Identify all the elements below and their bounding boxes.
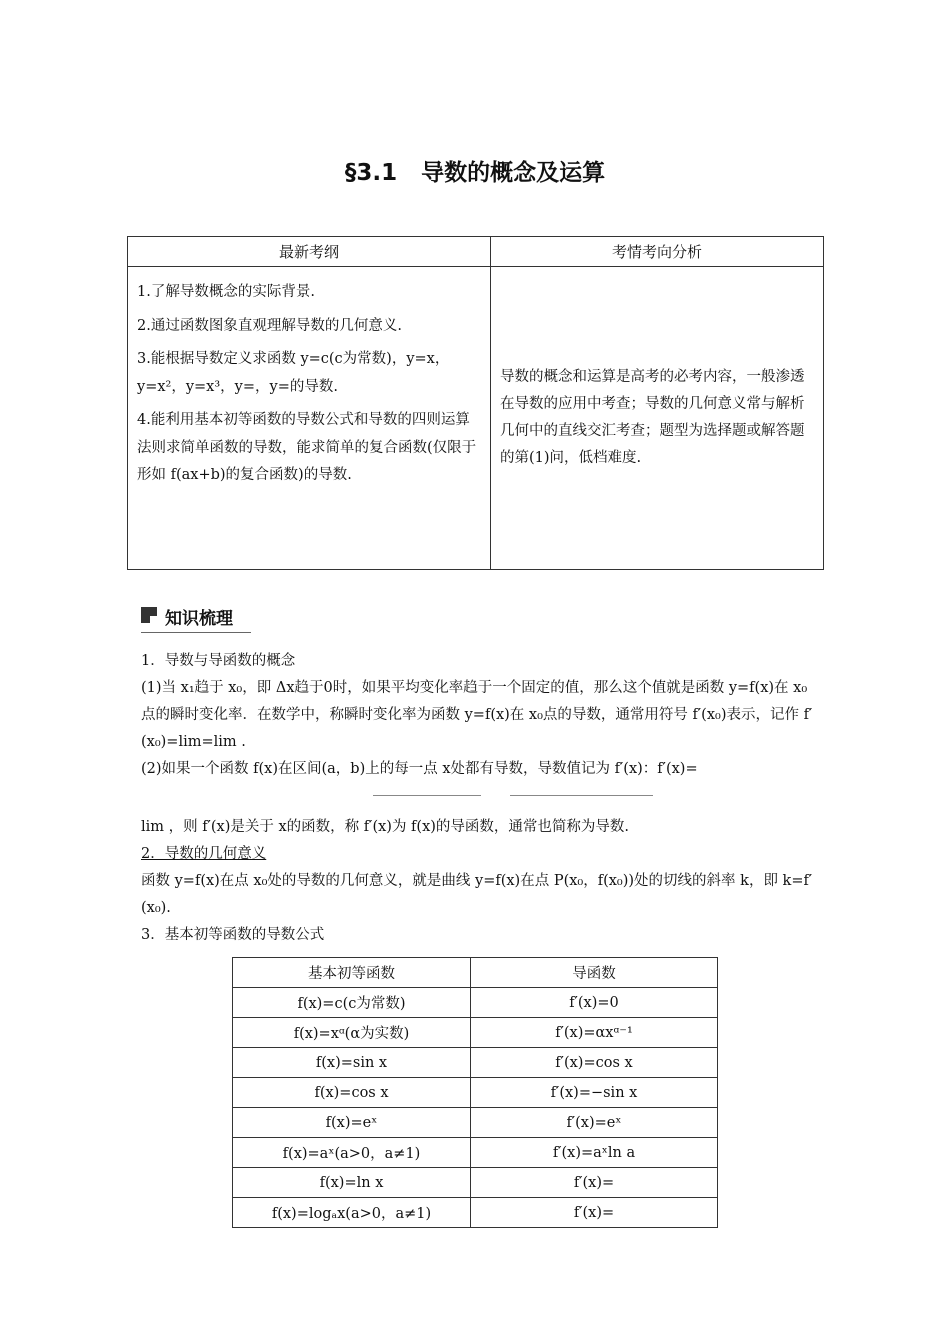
fraction-line bbox=[373, 795, 481, 796]
outline-table bbox=[127, 236, 824, 570]
function-cell: f(x)=aˣ(a>0，a≠1) bbox=[233, 1138, 471, 1168]
knowledge-section-cont bbox=[141, 814, 821, 949]
table-row bbox=[233, 1048, 718, 1078]
derivative-cell: f′(x)= bbox=[471, 1198, 718, 1228]
formula-header-left: 基本初等函数 bbox=[233, 958, 471, 988]
function-cell: f(x)=logₐx(a>0，a≠1) bbox=[233, 1198, 471, 1228]
heading-square-icon bbox=[141, 607, 157, 623]
section1-paragraph2: (2)如果一个函数 f(x)在区间(a，b)上的每一点 x处都有导数，导数值记为 f′(x)：f′(x)= bbox=[141, 761, 698, 777]
function-cell: f(x)=eˣ bbox=[233, 1108, 471, 1138]
table-row bbox=[233, 1198, 718, 1228]
section1-title: 1．导数与导函数的概念 bbox=[141, 653, 296, 669]
section1-paragraph1: (1)当 x₁趋于 x₀，即 Δx趋于0时，如果平均变化率趋于一个固定的值，那么这个值就是函数 y=f(x)在 x₀点的瞬时变化率．在数学中，称瞬时变化率为函数 y=f(x)在 x₀点的导数，通常用符号 f′(x₀)表示，记作 f′(x₀)=lim=lim . bbox=[141, 680, 813, 750]
section1-paragraph3: lim ，则 f′(x)是关于 x的函数，称 f′(x)为 f(x)的导函数，通常也简称为导数. bbox=[141, 819, 630, 835]
formula-header-right: 导函数 bbox=[471, 958, 718, 988]
table-row bbox=[233, 988, 718, 1018]
outline-item: 4.能利用基本初等函数的导数公式和导数的四则运算法则求简单函数的导数，能求简单的复合函数(仅限于形如 f(ax+b)的复合函数)的导数. bbox=[137, 412, 477, 484]
function-cell: f(x)=sin x bbox=[233, 1048, 471, 1078]
section2-title: 2．导数的几何意义 bbox=[141, 846, 267, 862]
derivative-cell: f′(x)= bbox=[471, 1168, 718, 1198]
page-title bbox=[0, 154, 950, 187]
title-text: 导数的概念及运算 bbox=[421, 160, 606, 186]
table-row bbox=[233, 1078, 718, 1108]
outline-header-right: 考情考向分析 bbox=[491, 237, 824, 267]
table-row bbox=[233, 1138, 718, 1168]
section3-title: 3．基本初等函数的导数公式 bbox=[141, 927, 325, 943]
table-row bbox=[233, 1168, 718, 1198]
section-heading bbox=[141, 602, 251, 633]
section2-paragraph: 函数 y=f(x)在点 x₀处的导数的几何意义，就是曲线 y=f(x)在点 P(x₀，f(x₀))处的切线的斜率 k，即 k=f′(x₀). bbox=[141, 873, 813, 916]
derivative-cell: f′(x)=−sin x bbox=[471, 1078, 718, 1108]
table-row bbox=[233, 1018, 718, 1048]
derivative-cell: f′(x)=0 bbox=[471, 988, 718, 1018]
function-cell: f(x)=cos x bbox=[233, 1078, 471, 1108]
outline-item: 3.能根据导数定义求函数 y=c(c为常数)，y=x，y=x²，y=x³，y=，y=的导数. bbox=[137, 351, 450, 395]
title-number: §3.1 bbox=[344, 160, 398, 186]
outline-item: 1.了解导数概念的实际背景. bbox=[137, 284, 315, 300]
knowledge-section bbox=[141, 648, 821, 783]
outline-item: 2.通过函数图象直观理解导数的几何意义. bbox=[137, 317, 402, 334]
section-heading-text: 知识梳理 bbox=[165, 609, 233, 629]
derivative-cell: f′(x)=eˣ bbox=[471, 1108, 718, 1138]
outline-right-cell: 导数的概念和运算是高考的必考内容，一般渗透在导数的应用中考查；导数的几何意义常与解析几何中的直线交汇考查；题型为选择题或解答题的第(1)问，低档难度. bbox=[491, 267, 824, 570]
outline-left-cell bbox=[128, 267, 491, 570]
derivative-cell: f′(x)=cos x bbox=[471, 1048, 718, 1078]
fraction-line bbox=[510, 795, 653, 796]
derivative-formula-table bbox=[232, 957, 718, 1228]
table-row bbox=[233, 1108, 718, 1138]
function-cell: f(x)=c(c为常数) bbox=[233, 988, 471, 1018]
function-cell: f(x)=ln x bbox=[233, 1168, 471, 1198]
derivative-cell: f′(x)=αxᵅ⁻¹ bbox=[471, 1018, 718, 1048]
derivative-cell: f′(x)=aˣln a bbox=[471, 1138, 718, 1168]
outline-header-left: 最新考纲 bbox=[128, 237, 491, 267]
function-cell: f(x)=xᵅ(α为实数) bbox=[233, 1018, 471, 1048]
